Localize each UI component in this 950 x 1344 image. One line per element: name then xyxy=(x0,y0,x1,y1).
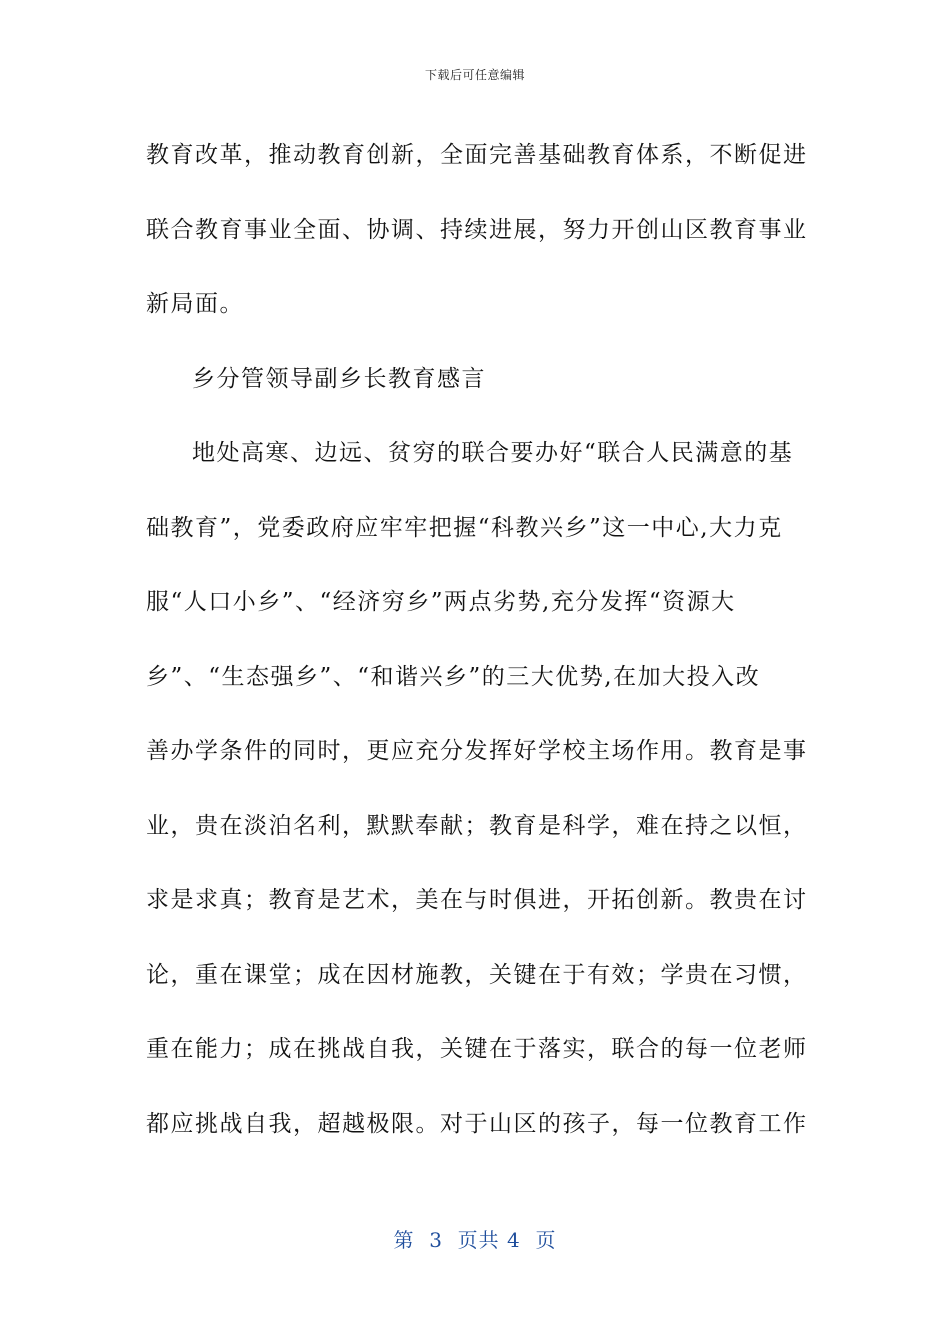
body-line: 联合教育事业全面、协调、持续进展，努力开创山区教育事业 xyxy=(146,216,808,243)
body-line: 地处高寒、边远、贫穷的联合要办好“联合人民满意的基 xyxy=(192,440,794,466)
body-line: 善办学条件的同时，更应充分发挥好学校主场作用。教育是事 xyxy=(146,738,808,764)
body-line: 求是求真；教育是艺术，美在与时俱进，开拓创新。教贵在讨 xyxy=(146,887,808,913)
body-line: 乡”、“生态强乡”、“和谐兴乡”的三大优势,在加大投入改 xyxy=(146,663,761,690)
body-line: 服“人口小乡”、“经济穷乡”两点劣势,充分发挥“资源大 xyxy=(146,589,736,615)
body-line: 重在能力；成在挑战自我，关键在于落实，联合的每一位老师 xyxy=(146,1036,808,1062)
body-line: 都应挑战自我，超越极限。对于山区的孩子，每一位教育工作 xyxy=(146,1110,808,1137)
body-line: 新局面。 xyxy=(146,291,244,317)
body-line: 论，重在课堂；成在因材施教，关键在于有效；学贵在习惯， xyxy=(146,961,808,988)
section-heading: 乡分管领导副乡长教育感言 xyxy=(192,365,486,392)
body-line: 业，贵在淡泊名利，默默奉献；教育是科学，难在持之以恒， xyxy=(146,812,808,839)
page-header: 下载后可任意编辑 xyxy=(424,68,525,82)
body-line: 教育改革，推动教育创新，全面完善基础教育体系，不断促进 xyxy=(146,142,808,168)
body-line: 础教育”，党委政府应牢牢把握“科教兴乡”这一中心,大力克 xyxy=(146,514,783,541)
document-body xyxy=(146,118,806,1161)
page-number-footer: 第 3 页共 4 页 xyxy=(393,1228,557,1252)
